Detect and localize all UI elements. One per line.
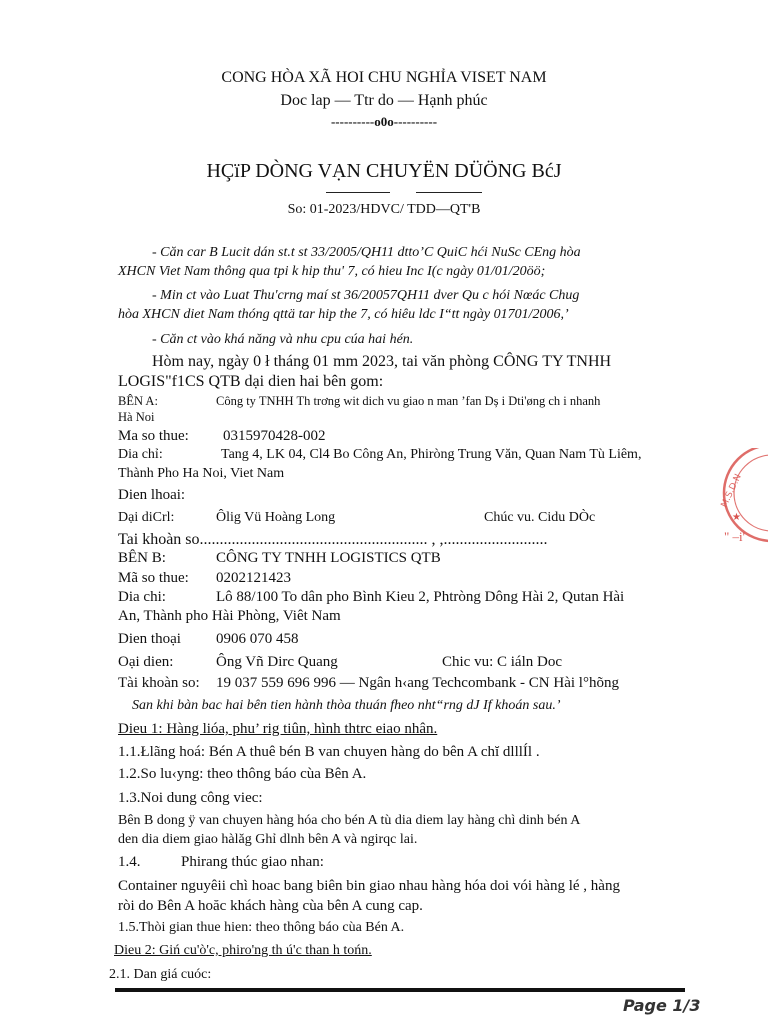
seal-star-icon: ★ <box>732 512 741 523</box>
header-separator: ----------o0o---------- <box>330 114 438 129</box>
article-1-heading: Dieu 1: Hàng lióa, phu’ rig tiûn, hình thtrc eiao nhân. <box>118 721 438 737</box>
article-1-4-body-a: Container nguyêii chì hoac bang biên bin giao nhau hàng hóa doi vói hàng lé , hàng <box>118 878 620 894</box>
party-a-account: Tai khoàn so......................................................... , ,.......................... <box>118 531 548 548</box>
party-b-label: BÊN B: <box>118 550 166 566</box>
party-a-rep-title: Chúc vu. Cidu DÒc <box>484 510 596 525</box>
party-a-phone-label: Dien lhoai: <box>118 487 186 503</box>
article-1-4-number: 1.4. <box>118 854 141 870</box>
contract-number: So: 01-2023/HDVC/ TDD—QT'B <box>287 202 481 217</box>
preamble-1a: - Căn car B Lucit dán st.t st 33/2005/QH11 dtto’C QuiC hći NuSc CEng hòa <box>152 245 581 260</box>
party-a-tax-value: 0315970428-002 <box>223 428 326 444</box>
party-b-address-cont: An, Thành pho Hài Phòng, Viêt Nam <box>118 608 341 624</box>
article-1-3-body-b: den dia diem giao hàlăg Ghỉ dlnh bên A và ngirqc lai. <box>118 832 418 847</box>
party-a-address-cont: Thành Pho Ha Noi, Viet Nam <box>118 466 285 481</box>
party-b-address-label: Dia chi: <box>118 589 166 605</box>
party-a-label: BÊN A: <box>118 394 158 408</box>
preamble-2a: - Min ct vào Luat Thu'crng maí st 36/20057QH11 dver Qu c hói Nœác Chug <box>152 288 580 303</box>
seal-text: M.S.D.N <box>719 472 744 510</box>
article-1-4-body-b: ròi do Bên A hoăc khách hàng cùa bên A cung cap. <box>118 898 423 914</box>
party-b-name: CÔNG TY TNHH LOGISTICS QTB <box>216 550 441 566</box>
party-a-name: Công ty TNHH Th trơng wit dich vu giao n man ’fan Dș i Dti'øng ch i nhanh <box>216 394 601 408</box>
party-b-rep-name: Ông Vñ Dirc Quang <box>216 654 338 670</box>
party-a-address: Tang 4, LK 04, Cl4 Bo Công An, Phiròng Trung Văn, Quan Nam Tù Liêm, <box>221 447 642 462</box>
party-b-phone-label: Dien thoại <box>118 631 181 647</box>
page-number: Page 1/3 <box>623 996 701 1015</box>
party-b-account-label: Tài khoàn so: <box>118 675 200 691</box>
party-b-tax-value: 0202121423 <box>216 570 291 586</box>
preamble-1b: XHCN Viet Nam thông qua tpi k hip thu' 7, có hieu Inc I(c ngày 01/01/20öö; <box>118 264 546 279</box>
article-1-2: 1.2.So lu‹yng: theo thông báo cùa Bên A. <box>118 766 367 782</box>
article-1-4: Phirang thúc giao nhan: <box>181 854 324 870</box>
party-a-name-cont: Hà Noi <box>118 410 155 424</box>
party-b-rep-title: Chic vu: C iáln Doc <box>442 654 562 670</box>
preamble-4b: LOGIS"f1CS QTB dại dien hai bên gom: <box>118 373 384 390</box>
party-b-tax-label: Mã so thue: <box>118 570 189 586</box>
seal-mark: " –i' <box>724 529 746 544</box>
country-heading: CONG HÒA XÃ HOI CHU NGHỈA VISET NAM <box>221 69 547 86</box>
title-underline-left <box>326 192 390 193</box>
footer-rule <box>115 988 685 992</box>
article-2-1: 2.1. Dan giá cuóc: <box>109 967 212 982</box>
party-b-phone-value: 0906 070 458 <box>216 631 299 647</box>
contract-title: HÇïP DÒNG VẠN CHUYËN DÜÖNG BćJ <box>206 160 562 182</box>
party-a-address-label: Dia chỉ: <box>118 447 163 462</box>
article-1-1: 1.1.Łlãng hoá: Bén A thuê bén B van chuyen hàng do bên A chĭ dlllÍl . <box>118 744 540 760</box>
article-1-5: 1.5.Thòi gian thue hien: theo thông báo cùa Bén A. <box>118 920 405 935</box>
party-b-address: Lô 88/100 To dân pho Bình Kieu 2, Phtròng Dông Hài 2, Qutan Hài <box>216 589 625 605</box>
preamble-3: - Căn ct vào khá năng và nhu cpu cúa hai hén. <box>152 332 414 347</box>
article-1-3-body-a: Bên B dong ÿ van chuyen hàng hóa cho bén A tù dia diem lay hàng chì dinh bén A <box>118 813 581 828</box>
party-b-account-value: 19 037 559 696 996 — Ngân h‹ang Techcombank - CN Hài l°hõng <box>216 675 619 691</box>
motto: Doc lap — Ttr do — Hạnh phúc <box>280 92 488 109</box>
party-a-rep-name: Ôlig Vü Hoàng Long <box>216 510 336 525</box>
article-2-heading: Dieu 2: Giń cu'ò'c, phiro'ng th ú'c than h tońn. <box>114 943 372 958</box>
party-a-tax-label: Ma so thue: <box>118 428 189 444</box>
party-a-rep-label: Dại diCrl: <box>118 510 175 525</box>
party-b-rep-label: Oại dien: <box>118 654 174 670</box>
article-1-3: 1.3.Noi dung công viec: <box>118 790 263 806</box>
title-underline-right <box>416 192 482 193</box>
agreement-line: San khi bàn bac hai bên tien hành thòa thuán fheo nht“rng dJ If khoán sau.’ <box>132 698 561 713</box>
preamble-2b: hòa XHCN diet Nam thóng qttä tar hip the 7, có hiêu ldc I“tt ngày 01701/2006,’ <box>118 307 569 322</box>
preamble-4a: Hòm nay, ngày 0 ł tháng 01 mm 2023, tai văn phòng CÔNG TY TNHH <box>152 353 612 370</box>
